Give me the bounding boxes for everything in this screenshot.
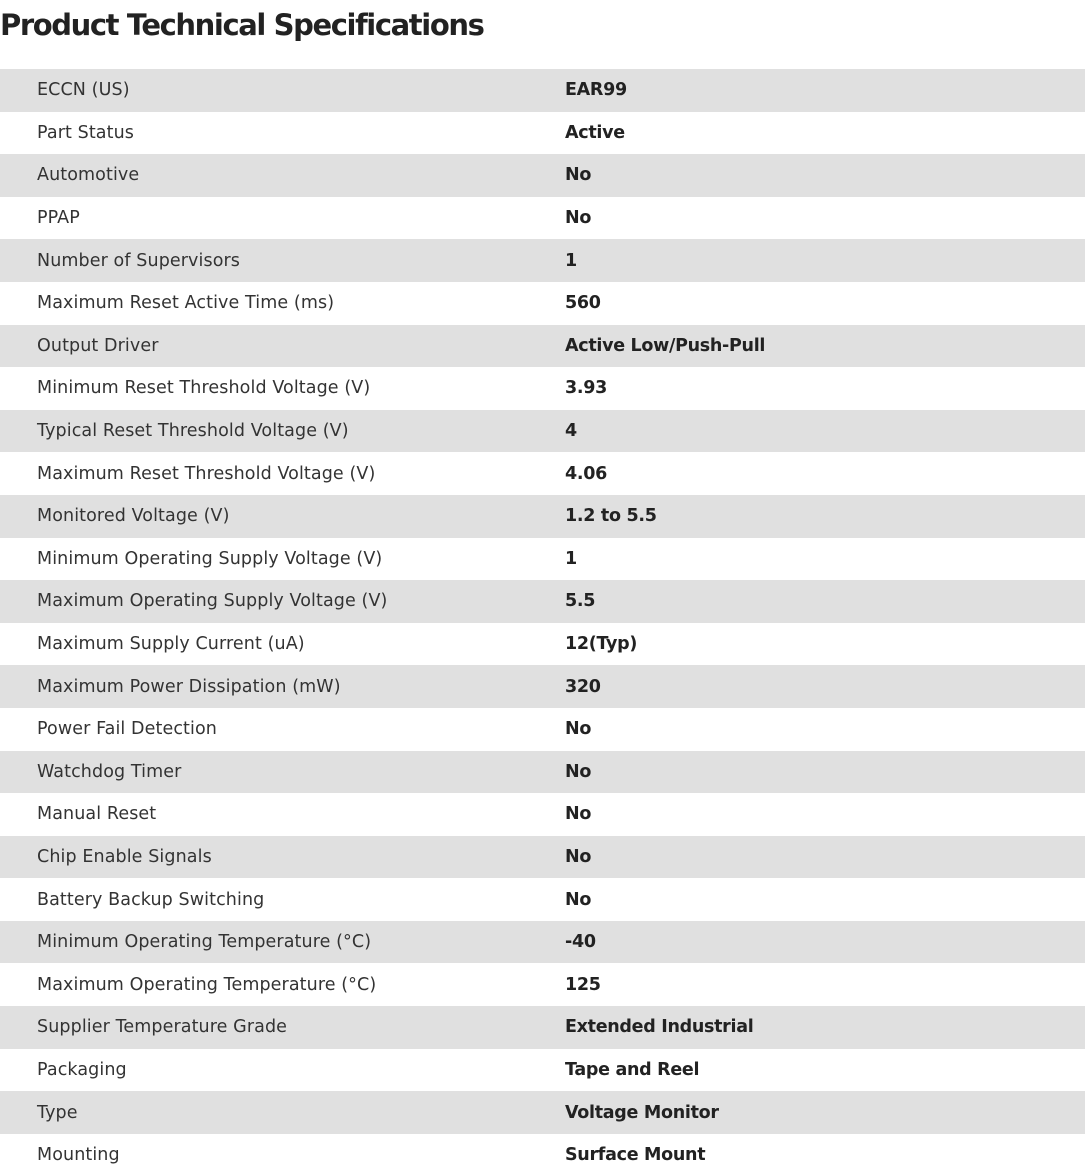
spec-value: No xyxy=(565,208,592,229)
spec-row xyxy=(0,1049,1085,1092)
spec-value: 320 xyxy=(565,676,601,697)
spec-label: Automotive xyxy=(37,165,140,186)
spec-label: PPAP xyxy=(37,208,80,229)
spec-label: Maximum Reset Active Time (ms) xyxy=(37,293,335,314)
spec-value: 560 xyxy=(565,293,601,314)
spec-value: No xyxy=(565,761,592,782)
spec-row xyxy=(0,793,1085,836)
spec-row xyxy=(0,538,1085,581)
spec-value: Active xyxy=(565,122,625,143)
spec-label: Output Driver xyxy=(37,335,159,356)
spec-label: Mounting xyxy=(37,1145,120,1166)
spec-value: Tape and Reel xyxy=(565,1059,700,1080)
spec-row xyxy=(0,282,1085,325)
spec-value: Extended Industrial xyxy=(565,1017,754,1038)
spec-value: No xyxy=(565,889,592,910)
spec-row xyxy=(0,921,1085,964)
spec-value: Surface Mount xyxy=(565,1145,706,1166)
spec-row xyxy=(0,325,1085,368)
spec-row xyxy=(0,623,1085,666)
spec-value: No xyxy=(565,846,592,867)
spec-table xyxy=(0,69,1085,1176)
spec-row xyxy=(0,112,1085,155)
spec-label: Maximum Supply Current (uA) xyxy=(37,634,305,655)
spec-row xyxy=(0,69,1085,112)
spec-label: Maximum Operating Temperature (°C) xyxy=(37,974,377,995)
spec-value: Active Low/Push-Pull xyxy=(565,335,766,356)
spec-label: Minimum Reset Threshold Voltage (V) xyxy=(37,378,371,399)
spec-label: Supplier Temperature Grade xyxy=(37,1017,288,1038)
spec-label: Maximum Reset Threshold Voltage (V) xyxy=(37,463,376,484)
spec-value: 1 xyxy=(565,250,577,271)
spec-label: Minimum Operating Supply Voltage (V) xyxy=(37,548,383,569)
spec-value: 4 xyxy=(565,421,577,442)
spec-row xyxy=(0,197,1085,240)
spec-row xyxy=(0,410,1085,453)
spec-value: No xyxy=(565,165,592,186)
spec-row xyxy=(0,495,1085,538)
spec-row xyxy=(0,452,1085,495)
spec-row xyxy=(0,665,1085,708)
spec-row xyxy=(0,239,1085,282)
spec-value: EAR99 xyxy=(565,80,627,101)
spec-row xyxy=(0,1091,1085,1134)
spec-label: Manual Reset xyxy=(37,804,157,825)
spec-row xyxy=(0,154,1085,197)
spec-value: 5.5 xyxy=(565,591,596,612)
spec-value: No xyxy=(565,719,592,740)
page-title: Product Technical Specifications xyxy=(0,8,484,42)
spec-value: No xyxy=(565,804,592,825)
spec-row xyxy=(0,878,1085,921)
spec-label: Battery Backup Switching xyxy=(37,889,265,910)
spec-label: Maximum Power Dissipation (mW) xyxy=(37,676,341,697)
spec-row xyxy=(0,963,1085,1006)
spec-label: Monitored Voltage (V) xyxy=(37,506,230,527)
spec-label: ECCN (US) xyxy=(37,80,130,101)
spec-label: Packaging xyxy=(37,1059,127,1080)
spec-label: Number of Supervisors xyxy=(37,250,241,271)
spec-label: Typical Reset Threshold Voltage (V) xyxy=(37,421,349,442)
spec-row xyxy=(0,1006,1085,1049)
spec-value: Voltage Monitor xyxy=(565,1102,719,1123)
spec-label: Part Status xyxy=(37,122,134,143)
spec-value: 1.2 to 5.5 xyxy=(565,506,657,527)
spec-value: 3.93 xyxy=(565,378,607,399)
spec-label: Maximum Operating Supply Voltage (V) xyxy=(37,591,388,612)
spec-value: 1 xyxy=(565,548,577,569)
spec-row xyxy=(0,836,1085,879)
spec-row xyxy=(0,580,1085,623)
spec-value: 125 xyxy=(565,974,601,995)
spec-label: Type xyxy=(37,1102,78,1123)
spec-label: Power Fail Detection xyxy=(37,719,217,740)
spec-row xyxy=(0,751,1085,794)
spec-value: -40 xyxy=(565,932,596,953)
spec-label: Chip Enable Signals xyxy=(37,846,212,867)
spec-value: 12(Typ) xyxy=(565,634,638,655)
spec-row xyxy=(0,367,1085,410)
spec-label: Minimum Operating Temperature (°C) xyxy=(37,932,372,953)
spec-row xyxy=(0,708,1085,751)
spec-label: Watchdog Timer xyxy=(37,761,182,782)
spec-value: 4.06 xyxy=(565,463,607,484)
